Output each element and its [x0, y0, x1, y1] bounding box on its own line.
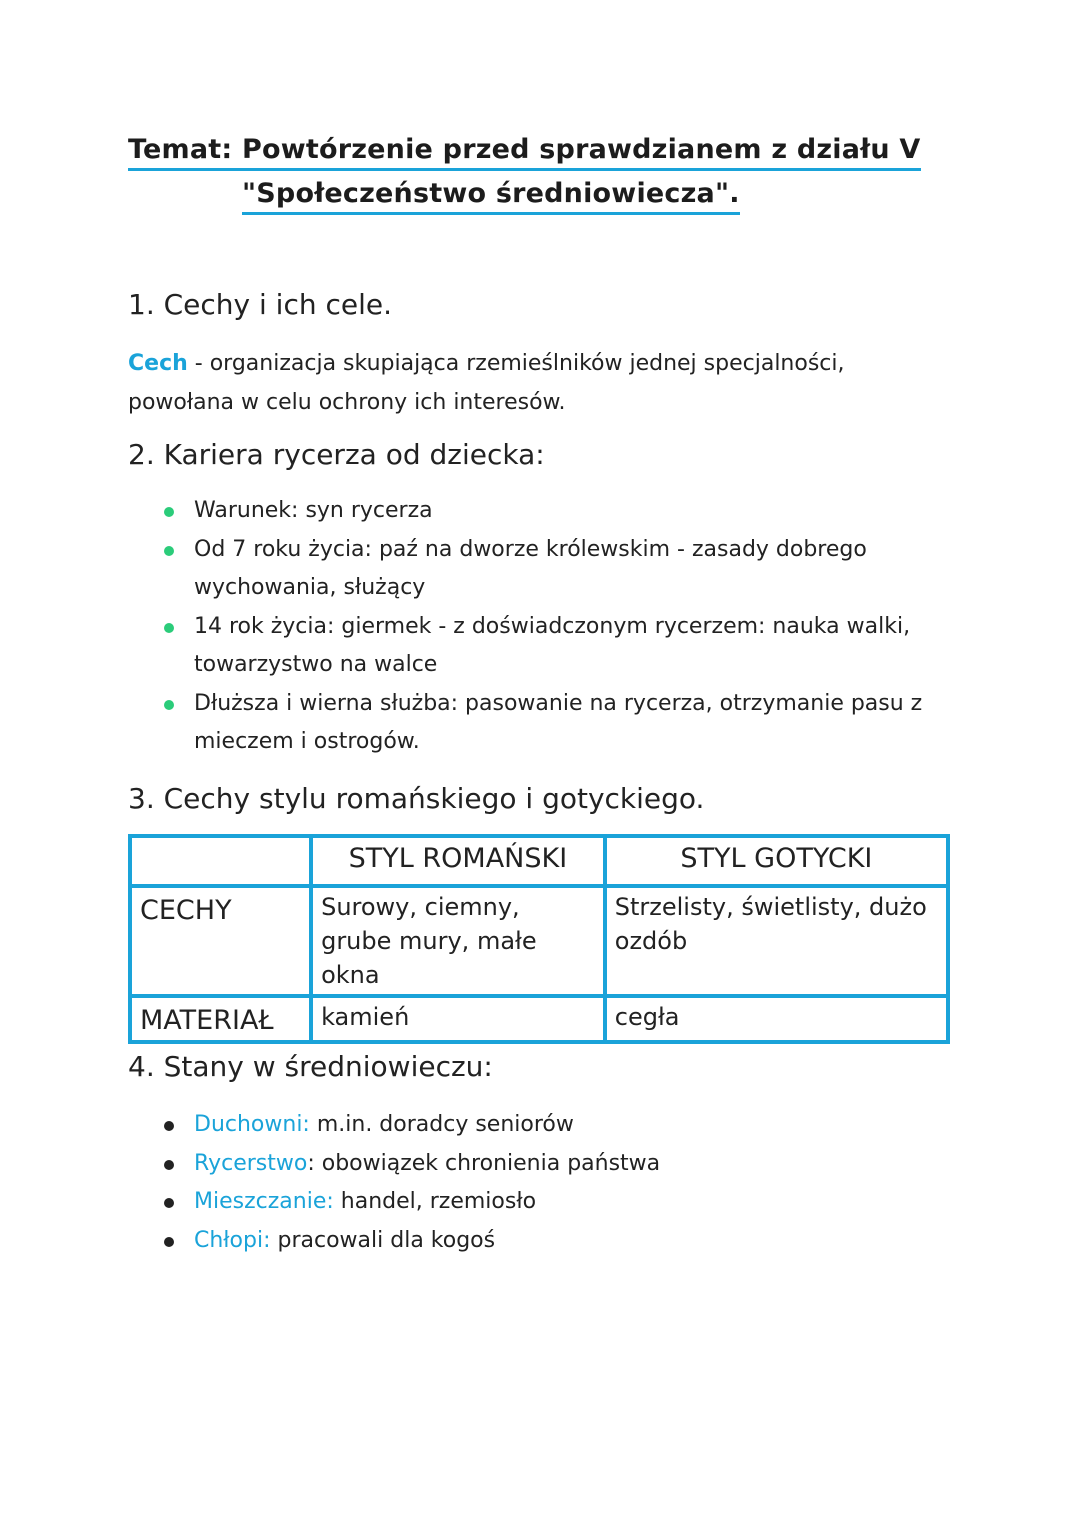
guild-definition — [128, 344, 928, 422]
definition-term: Cech — [128, 351, 188, 376]
table-row-label: MATERIAŁ — [130, 996, 311, 1042]
list-item-text: Od 7 roku życia: paź na dworze królewskim - zasady dobrego wychowania, służący — [194, 536, 867, 600]
section-4-heading: 4. Stany w średniowieczu: — [128, 1050, 493, 1083]
knight-career-list — [160, 492, 960, 762]
section-1-heading: 1. Cechy i ich cele. — [128, 288, 393, 321]
estate-description: m.in. doradcy seniorów — [309, 1112, 574, 1137]
bullet-icon — [164, 546, 174, 556]
title-line-1: Temat: Powtórzenie przed sprawdzianem z działu V — [128, 134, 921, 171]
table-header-row — [130, 836, 948, 886]
title-line-2: "Społeczeństwo średniowiecza". — [242, 178, 740, 215]
list-item — [160, 1106, 860, 1145]
table-header-cell: STYL ROMAŃSKI — [311, 836, 605, 886]
list-item — [160, 1222, 860, 1261]
table-cell: Surowy, ciemny, grube mury, małe okna — [311, 886, 605, 996]
list-item — [160, 608, 960, 685]
table-header-cell: STYL GOTYCKI — [605, 836, 948, 886]
table-row-label: CECHY — [130, 886, 311, 996]
estate-description: pracowali dla kogoś — [270, 1227, 496, 1253]
list-item — [160, 1145, 860, 1184]
table-row — [130, 996, 948, 1042]
definition-text: - organizacja skupiająca rzemieślników jednej specjalności, powołana w celu ochrony ich interesów. — [128, 351, 845, 415]
estate-name: Mieszczanie: — [194, 1189, 334, 1214]
table-cell: cegła — [605, 996, 948, 1042]
list-item — [160, 492, 960, 531]
table-header-cell — [130, 836, 311, 886]
list-item — [160, 1183, 860, 1222]
bullet-icon — [164, 507, 174, 517]
table-row — [130, 886, 948, 996]
styles-table — [128, 834, 950, 1044]
bullet-icon — [164, 700, 174, 710]
list-item — [160, 685, 960, 762]
estate-name: Chłopi: — [194, 1227, 271, 1253]
estate-description: handel, rzemiosło — [333, 1189, 537, 1214]
estate-name: Rycerstwo — [194, 1150, 308, 1176]
table-cell: Strzelisty, świetlisty, dużo ozdób — [605, 886, 948, 996]
bullet-icon — [164, 1121, 174, 1131]
bullet-icon — [164, 1198, 174, 1208]
section-2-heading: 2. Kariera rycerza od dziecka: — [128, 438, 545, 471]
list-item — [160, 531, 960, 608]
estate-description: : obowiązek chronienia państwa — [307, 1150, 661, 1176]
section-3-heading: 3. Cechy stylu romańskiego i gotyckiego. — [128, 782, 705, 815]
estates-list — [160, 1106, 860, 1260]
bullet-icon — [164, 1237, 174, 1247]
list-item-text: Warunek: syn rycerza — [194, 498, 433, 523]
bullet-icon — [164, 623, 174, 633]
bullet-icon — [164, 1160, 174, 1170]
list-item-text: Dłuższa i wierna służba: pasowanie na rycerza, otrzymanie pasu z mieczem i ostrogów. — [194, 690, 923, 754]
table-cell: kamień — [311, 996, 605, 1042]
estate-name: Duchowni: — [194, 1112, 310, 1137]
list-item-text: 14 rok życia: giermek - z doświadczonym rycerzem: nauka walki, towarzystwo na walce — [194, 613, 911, 677]
